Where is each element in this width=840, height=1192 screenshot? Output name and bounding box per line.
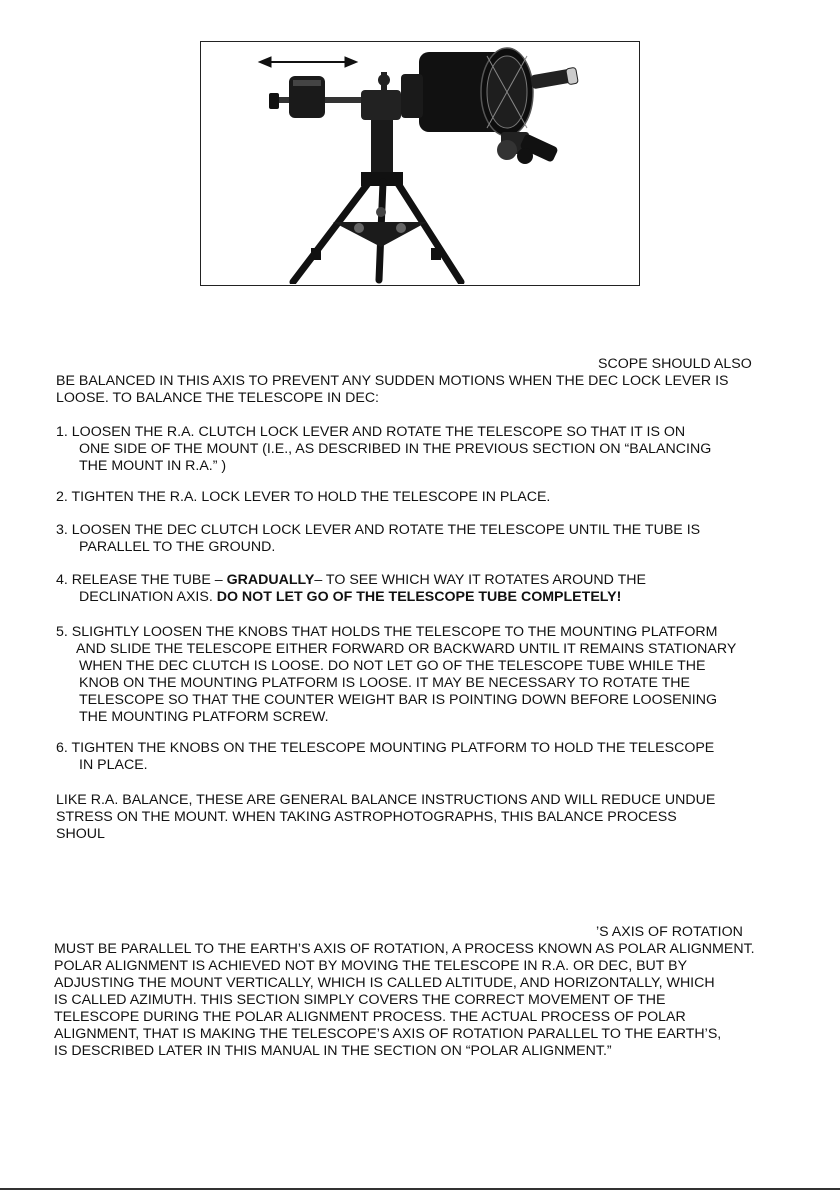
dec-step-6 xyxy=(56,740,816,774)
closing-line: SHOUL xyxy=(56,826,105,842)
step-line: 1. LOOSEN THE R.A. CLUTCH LOCK LEVER AND ROTATE THE TELESCOPE SO THAT IT IS ON xyxy=(56,424,686,440)
emphasis-gradually: GRADUALLY xyxy=(226,572,315,588)
step-line: KNOB ON THE MOUNTING PLATFORM IS LOOSE. IT MAY BE NECESSARY TO ROTATE THE xyxy=(79,675,690,691)
closing-line: LIKE R.A. BALANCE, THESE ARE GENERAL BALANCE INSTRUCTIONS AND WILL REDUCE UNDUE xyxy=(56,792,716,808)
dec-intro xyxy=(56,373,816,407)
step-line: IN PLACE. xyxy=(79,757,148,773)
warning-text: DO NOT LET GO OF THE TELESCOPE TUBE COMPLETELY! xyxy=(216,589,622,605)
dec-intro-line: LOOSE. TO BALANCE THE TELESCOPE IN DEC: xyxy=(56,390,380,406)
step-line: 6. TIGHTEN THE KNOBS ON THE TELESCOPE MOUNTING PLATFORM TO HOLD THE TELESCOPE xyxy=(56,740,715,756)
dec-step-4 xyxy=(56,572,816,606)
dec-intro-line: BE BALANCED IN THIS AXIS TO PREVENT ANY SUDDEN MOTIONS WHEN THE DEC LOCK LEVER IS xyxy=(56,373,729,389)
dec-intro-fragment: SCOPE SHOULD ALSO xyxy=(598,356,752,372)
polar-line: MUST BE PARALLEL TO THE EARTH’S AXIS OF ROTATION, A PROCESS KNOWN AS POLAR ALIGNMENT. xyxy=(54,941,755,957)
step-line xyxy=(56,572,816,589)
polar-line: IS DESCRIBED LATER IN THIS MANUAL IN THE SECTION ON “POLAR ALIGNMENT.” xyxy=(54,1043,612,1059)
step-line: PARALLEL TO THE GROUND. xyxy=(79,539,276,555)
closing-line: STRESS ON THE MOUNT. WHEN TAKING ASTROPHOTOGRAPHS, THIS BALANCE PROCESS xyxy=(56,809,677,825)
step-line: THE MOUNT IN R.A.” ) xyxy=(79,458,227,474)
polar-line: ADJUSTING THE MOUNT VERTICALLY, WHICH IS CALLED ALTITUDE, AND HORIZONTALLY, WHICH xyxy=(54,975,715,991)
polar-paragraph xyxy=(54,941,834,1060)
polar-line: TELESCOPE DURING THE POLAR ALIGNMENT PROCESS. THE ACTUAL PROCESS OF POLAR xyxy=(54,1009,686,1025)
dec-step-1 xyxy=(56,424,816,475)
step-text: 4. RELEASE THE TUBE ‒ xyxy=(56,572,227,588)
step-line: WHEN THE DEC CLUTCH IS LOOSE. DO NOT LET GO OF THE TELESCOPE TUBE WHILE THE xyxy=(79,658,706,674)
step-line: ONE SIDE OF THE MOUNT (I.E., AS DESCRIBED IN THE PREVIOUS SECTION ON “BALANCING xyxy=(79,441,712,457)
step-line: 2. TIGHTEN THE R.A. LOCK LEVER TO HOLD THE TELESCOPE IN PLACE. xyxy=(56,489,551,505)
polar-line: ALIGNMENT, THAT IS MAKING THE TELESCOPE’S AXIS OF ROTATION PARALLEL TO THE EARTH’S, xyxy=(54,1026,722,1042)
step-text: ‒ TO SEE WHICH WAY IT ROTATES AROUND THE xyxy=(314,572,646,588)
slide-direction-arrow-icon xyxy=(259,57,357,67)
dec-closing xyxy=(56,792,816,843)
step-text: DECLINATION AXIS. xyxy=(79,589,217,605)
polar-line: IS CALLED AZIMUTH. THIS SECTION SIMPLY COVERS THE CORRECT MOVEMENT OF THE xyxy=(54,992,666,1008)
dec-step-5 xyxy=(56,624,816,726)
step-line: TELESCOPE SO THAT THE COUNTER WEIGHT BAR IS POINTING DOWN BEFORE LOOSENING xyxy=(79,692,717,708)
dec-step-2 xyxy=(56,489,816,506)
dec-step-3 xyxy=(56,522,816,556)
telescope-figure xyxy=(200,41,640,286)
step-line: 3. LOOSEN THE DEC CLUTCH LOCK LEVER AND ROTATE THE TELESCOPE UNTIL THE TUBE IS xyxy=(56,522,701,538)
step-line xyxy=(56,589,816,606)
polar-intro-fragment: ’S AXIS OF ROTATION xyxy=(596,924,743,940)
page-bottom-rule xyxy=(0,1188,840,1190)
step-line: 5. SLIGHTLY LOOSEN THE KNOBS THAT HOLDS THE TELESCOPE TO THE MOUNTING PLATFORM xyxy=(56,624,718,640)
telescope-illustration xyxy=(201,42,638,284)
polar-line: POLAR ALIGNMENT IS ACHIEVED NOT BY MOVING THE TELESCOPE IN R.A. OR DEC, BUT BY xyxy=(54,958,688,974)
step-line: THE MOUNTING PLATFORM SCREW. xyxy=(79,709,329,725)
telescope-tube-icon xyxy=(401,48,578,164)
step-line: AND SLIDE THE TELESCOPE EITHER FORWARD OR BACKWARD UNTIL IT REMAINS STATIONARY xyxy=(76,641,737,657)
